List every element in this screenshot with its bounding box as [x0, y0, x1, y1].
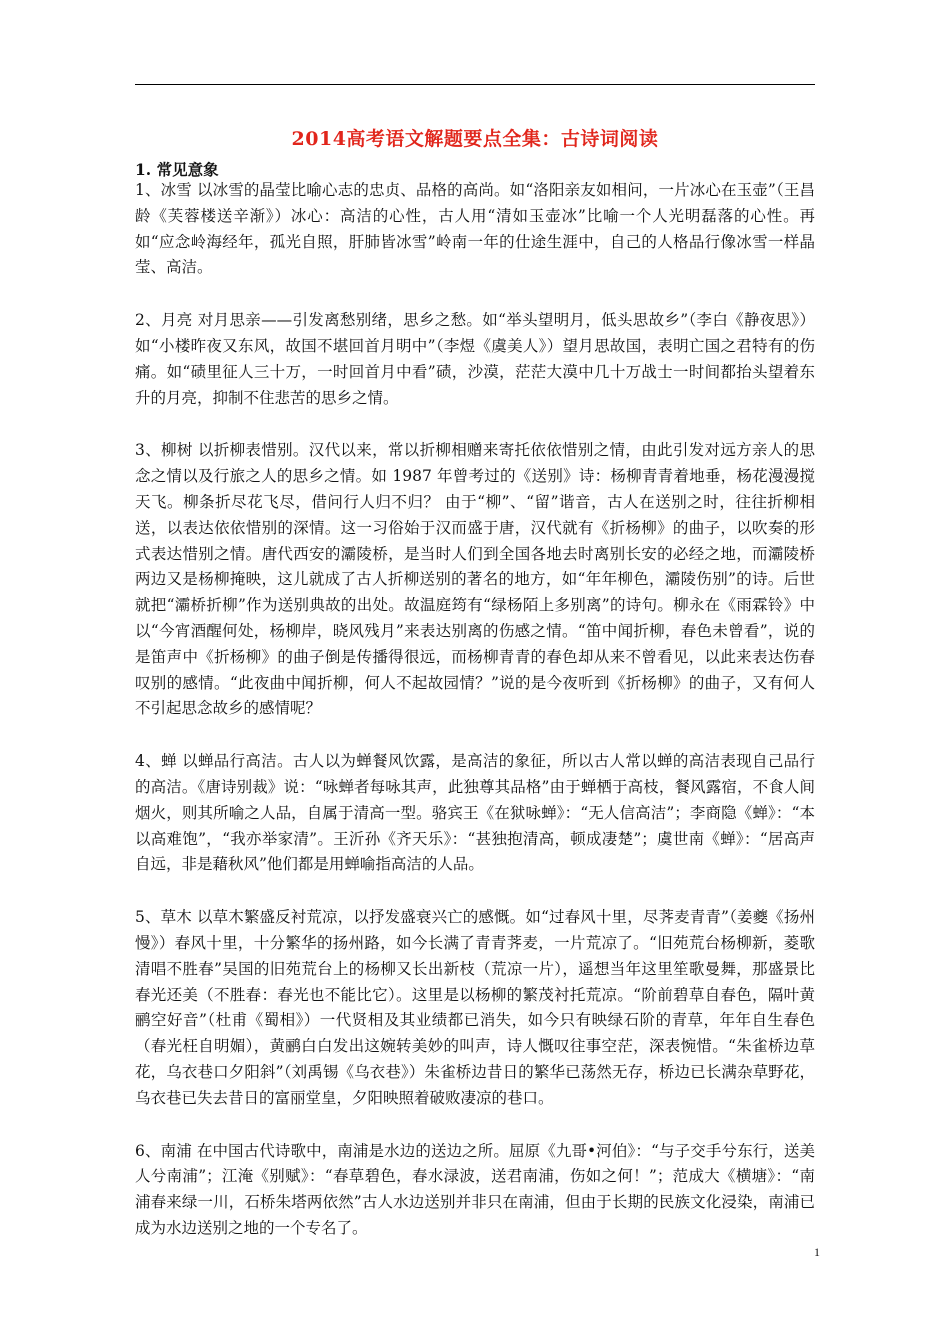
page-number: 1	[814, 1245, 820, 1259]
section-heading: 1. 常见意象	[135, 160, 219, 179]
paragraph-nanpu: 6、南浦 在中国古代诗歌中，南浦是水边的送边之所。屈原《九哥•河伯》：“与子交手兮东行，送美人兮南浦”；江淹《别赋》：“春草碧色，春水渌波，送君南浦，伤如之何！”；范成大《横塘》：“南浦春来绿一川，石桥朱塔两依然”古人水边送别并非只在南浦，但由于长期的民族文化浸染，南浦已成为水边送别之地的一个专名了。	[135, 1141, 815, 1237]
paragraph-cicada: 4、蝉 以蝉品行高洁。古人以为蝉餐风饮露，是高洁的象征，所以古人常以蝉的高洁表现自己品行的高洁。《唐诗别裁》说：“咏蝉者每咏其声，此独尊其品格”由于蝉栖于高枝，餐风露宿，不食人间烟火，则其所喻之人品，自属于清高一型。骆宾王《在狱咏蝉》：“无人信高洁”；李商隐《蝉》：“本以高难饱”，“我亦举家清”。王沂孙《齐天乐》：“甚独抱清高，顿成凄楚”；虞世南《蝉》：“居高声自远，非是藉秋风”他们都是用蝉喻指高洁的人品。	[135, 752, 815, 874]
paragraph-grass-trees: 5、草木 以草木繁盛反衬荒凉，以抒发盛衰兴亡的感慨。如“过春风十里，尽荠麦青青”（姜夔《扬州慢》）春风十里，十分繁华的扬州路，如今长满了青青荠麦，一片荒凉了。“旧苑荒台杨柳新，菱歌清唱不胜春”吴国的旧苑荒台上的杨柳又长出新枝（荒凉一片），遥想当年这里笙歌曼舞，那盛景比春光还美（不胜春：春光也不能比它）。这里是以杨柳的繁茂衬托荒凉。“阶前碧草自春色，隔叶黄鹂空好音”（杜甫《蜀相》）一代贤相及其业绩都已消失，如今只有映绿石阶的青草，年年自生春色（春光枉自明媚），黄鹂白白发出这婉转美妙的叫声，诗人慨叹往事空茫，深表惋惜。“朱雀桥边草花，乌衣巷口夕阳斜”（刘禹锡《乌衣巷》）朱雀桥边昔日的繁华已荡然无存，桥边已长满杂草野花，乌衣巷已失去昔日的富丽堂皇，夕阳映照着破败凄凉的巷口。	[135, 908, 815, 1107]
paragraph-moon: 2、月亮 对月思亲——引发离愁别绪，思乡之愁。如“举头望明月，低头思故乡”（李白《静夜思》）如“小楼昨夜又东风，故国不堪回首月明中”（李煜《虞美人》）望月思故国，表明亡国之君特有的伤痛。如“碛里征人三十万，一时回首月中看”碛，沙漠，茫茫大漠中几十万战士一时间都抬头望着东升的月亮，抑制不住悲苦的思乡之情。	[135, 311, 815, 407]
document-title: 2014高考语文解题要点全集：古诗词阅读	[291, 128, 659, 150]
document-body	[135, 178, 815, 1269]
paragraph-willow: 3、柳树 以折柳表惜别。汉代以来，常以折柳相赠来寄托依依惜别之情，由此引发对远方亲人的思念之情以及行旅之人的思乡之情。如 1987 年曾考过的《送别》诗：杨柳青青着地垂，杨花漫漫搅天飞。柳条折尽花飞尽，借问行人归不归？ 由于“柳”、“留”谐音，古人在送别之时，往往折柳相送，以表达依依惜别的深情。这一习俗始于汉而盛于唐，汉代就有《折杨柳》的曲子，以吹奏的形式表达惜别之情。唐代西安的灞陵桥，是当时人们到全国各地去时离别长安的必经之地，而灞陵桥两边又是杨柳掩映，这儿就成了古人折柳送别的著名的地方，如“年年柳色，灞陵伤别”的诗。后世就把“灞桥折柳”作为送别典故的出处。故温庭筠有“绿杨陌上多别离”的诗句。柳永在《雨霖铃》中以“今宵酒醒何处，杨柳岸，晓风残月”来表达别离的伤感之情。“笛中闻折柳，春色未曾看”，说的是笛声中《折杨柳》的曲子倒是传播得很远，而杨柳青青的春色却从来不曾看见，以此来表达伤春叹别的感情。“此夜曲中闻折柳，何人不起故园情？”说的是今夜听到《折杨柳》的曲子，又有何人不引起思念故乡的感情呢？	[135, 441, 815, 718]
paragraph-ice-snow: 1、冰雪 以冰雪的晶莹比喻心志的忠贞、品格的高尚。如“洛阳亲友如相问，一片冰心在玉壶”（王昌龄《芙蓉楼送辛渐》）冰心：高洁的心性，古人用“清如玉壶冰”比喻一个人光明磊落的心性。再如“应念岭海经年，孤光自照，肝肺皆冰雪”岭南一年的仕途生涯中，自己的人格品行像冰雪一样晶莹、高洁。	[135, 181, 815, 277]
header-rule	[135, 84, 815, 85]
